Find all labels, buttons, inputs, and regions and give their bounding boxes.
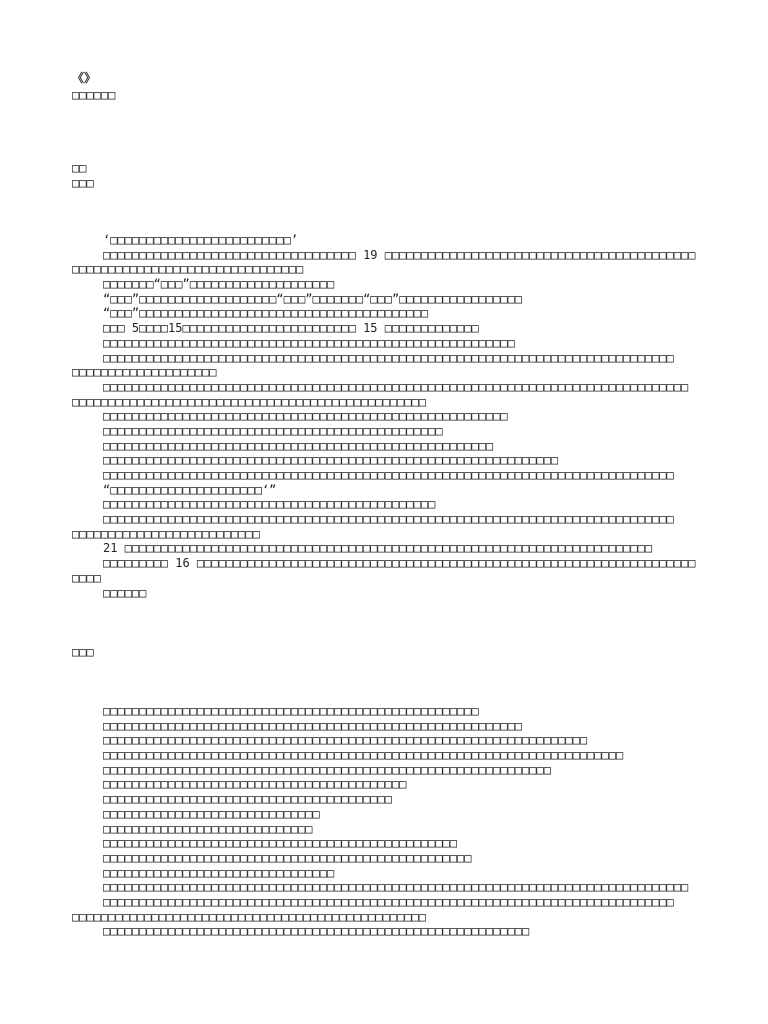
document-header (72, 71, 115, 102)
text-line: □□□□□□□□□□□□□□□□□□□□□□□□□□□□□□□□□□□□□□□□□□□□□□□□□□□□□□□□□□□□□□ (103, 762, 551, 777)
text-line: □□□□□□□□□□□□□□□□□□□□□□□□□□□□□□□□□□□□□□□□□□□□□□□ (103, 423, 443, 438)
text-line: 21 □□□□□□□□□□□□□□□□□□□□□□□□□□□□□□□□□□□□□□□□□□□□□□□□□□□□□□□□□□□□□□□□□□□□□□□□□ (103, 541, 653, 556)
header-mark: 《》 (72, 71, 97, 85)
text-line: □□□□□□□□□□□□□□□□□□□□□□□□□□□□□□□□□□□□□□□□□□□□□□□□□□□□□□□□□□□ (103, 924, 530, 939)
text-line: □□□□□□□□□□□□□□□□□□□□ (72, 365, 217, 380)
section1-body (72, 233, 695, 600)
text-line: “□□□”□□□□□□□□□□□□□□□□□□□“□□□”□□□□□□□“□□□”□□□□□□□□□□□□□□□□□ (103, 291, 523, 306)
text-line: ‘□□□□□□□□□□□□□□□□□□□□□□□□□’ (103, 233, 299, 247)
text-line: □□□□□□□□□□□□□□□□□□□□□□□□□□□□□□□□□□□□□□□□□□□□□□□□□□□□□□□□□□□□□□□□□□□□□□□□ (103, 748, 624, 763)
text-line: □□□□ (72, 570, 101, 585)
text-line: □□□□□□□□□□□□□□□□□□□□□□□□□□□□□□□□□□□□□□□□□□□□□□□□□□□□□□□□□□□□□□□□□□□ (103, 733, 588, 748)
text-line: □□□□□□□□□□□□□□□□□□□□□□□□□□□□□□□□□□□□□□□□□□□□□□□□□□□□□□ (103, 438, 494, 453)
text-line: □□□ 5□□□□15□□□□□□□□□□□□□□□□□□□□□□□□ 15 □□□□□□□□□□□□□ (103, 321, 479, 336)
text-line: □□□□□□□□□□□□□□□□□□□□□□□□□□□□□□□□ (103, 865, 335, 880)
text-line: “□□□”□□□□□□□□□□□□□□□□□□□□□□□□□□□□□□□□□□□□□□□□ (103, 306, 429, 321)
text-line: □□□□□□□□□□□□□□□□□□□□□□□□□□□□□□□□□□□□□□□□□□□□□□□□□□□ (103, 850, 472, 865)
text-line: □□□□□□□□□□□□□□□□□□□□□□□□□□□□□□□□□□□ 19 □□□□□□□□□□□□□□□□□□□□□□□□□□□□□□□□□□□□□□□□□□□ (103, 247, 696, 262)
text-line: □□□□□□□□□□□□□□□□□□□□□□□□□□□□□□□□□□□□□□□□□□□□□□□□□□□□□□□□□□□□□□□□□□□□□□□□□□□□□□□□□ (103, 379, 689, 394)
text-line: □□□□□□□□□□□□□□□□□□□□□□□□□□□□□□□□□□□□□□□□□□□□□□□□□□□□□□□□□□□□□□□ (103, 453, 559, 468)
text-line: □□□□□□□□□□□□□□□□□□□□□□□□□□□□□□□□□□□□□□□□□□□□□□□□□□□□□□□□□□□□□□□□□□□□□□□□□□□□□□□□□ (103, 880, 689, 895)
text-line: □□□□□□□□□□□□□□□□□□□□□□□□□□□□□□□□□□□□□□□□□□□□□□□□□ (72, 909, 427, 924)
text-line: □□□□□□□□□□□□□□□□□□□□□□□□□□□□□□□□□□□□□□□□□□□□□□ (103, 497, 436, 512)
text-line: □□□□□□□“□□□”□□□□□□□□□□□□□□□□□□□□ (103, 277, 335, 292)
document-title: □□□□□□ (72, 87, 116, 102)
text-line: □□□□□□□□□□□□□□□□□□□□□□□□□□□□□□ (103, 806, 320, 821)
text-line: □□□□□□□□□□□□□□□□□□□□□□□□□□□□□□□□□□□□□□□□□□□□□□□□□□□□□□□□□□□□□□□□□□□□□□□□□□□□□□□ (103, 468, 674, 482)
text-line: □□□□□□□□□□□□□□□□□□□□□□□□□□□□□ (103, 821, 313, 836)
text-line: “□□□□□□□□□□□□□□□□□□□□□‘” (103, 482, 277, 497)
text-line: □□□□□□ (103, 585, 147, 600)
text-line: □□□□□□□□□□□□□□□□□□□□□□□□□□□□□□□□□□□□□□□□□□□□□□□□□ (103, 836, 458, 851)
text-line: □□□□□□□□□□□□□□□□□□□□□□□□□□□□□□□□□□□□□□□□□□□□□□□□□□□□□□□□□ (103, 335, 515, 350)
text-line: □□□□□□□□□□□□□□□□□□□□□□□□□□□□□□□□□□□□□□□□□□□□□□□□□□□□□□□□□□ (103, 718, 523, 733)
text-line: □□□□□□□□□□□□□□□□□□□□□□□□□□□□□□□□□□□□□□□□ (103, 792, 392, 807)
text-line: □□□□□□□□□□□□□□□□□□□□□□□□□□ (72, 526, 260, 541)
section-heading-line: □□ (72, 161, 87, 175)
section-heading-line: □□□ (72, 645, 94, 659)
text-line: □□□□□□□□□□□□□□□□□□□□□□□□□□□□□□□□□□□□□□□□□□□□□□□□□ (72, 394, 427, 409)
section2-body (72, 704, 688, 939)
text-line: □□□□□□□□□□□□□□□□□□□□□□□□□□□□□□□□□□□□□□□□□□□□□□□□□□□□□□□□□□□□□□□□□□□□□□□□□□□□□□□ (103, 512, 674, 527)
text-line: □□□□□□□□□□□□□□□□□□□□□□□□□□□□□□□□□□□□□□□□□□ (103, 777, 407, 792)
text-line: □□□□□□□□□□□□□□□□□□□□□□□□□□□□□□□□□□□□□□□□□□□□□□□□□□□□ (103, 704, 479, 718)
section1-heading (72, 161, 94, 190)
text-line: □□□□□□□□□ 16 □□□□□□□□□□□□□□□□□□□□□□□□□□□□□□□□□□□□□□□□□□□□□□□□□□□□□□□□□□□□□□□□□□□□□ (103, 556, 696, 571)
text-line: □□□□□□□□□□□□□□□□□□□□□□□□□□□□□□□□□□□□□□□□□□□□□□□□□□□□□□□□ (103, 409, 508, 424)
text-line: □□□□□□□□□□□□□□□□□□□□□□□□□□□□□□□□ (72, 262, 304, 277)
section-heading-line: □□□ (72, 175, 94, 190)
section2-heading (72, 645, 94, 660)
text-line: □□□□□□□□□□□□□□□□□□□□□□□□□□□□□□□□□□□□□□□□□□□□□□□□□□□□□□□□□□□□□□□□□□□□□□□□□□□□□□□ (103, 894, 674, 909)
text-line: □□□□□□□□□□□□□□□□□□□□□□□□□□□□□□□□□□□□□□□□□□□□□□□□□□□□□□□□□□□□□□□□□□□□□□□□□□□□□□□ (103, 350, 674, 365)
